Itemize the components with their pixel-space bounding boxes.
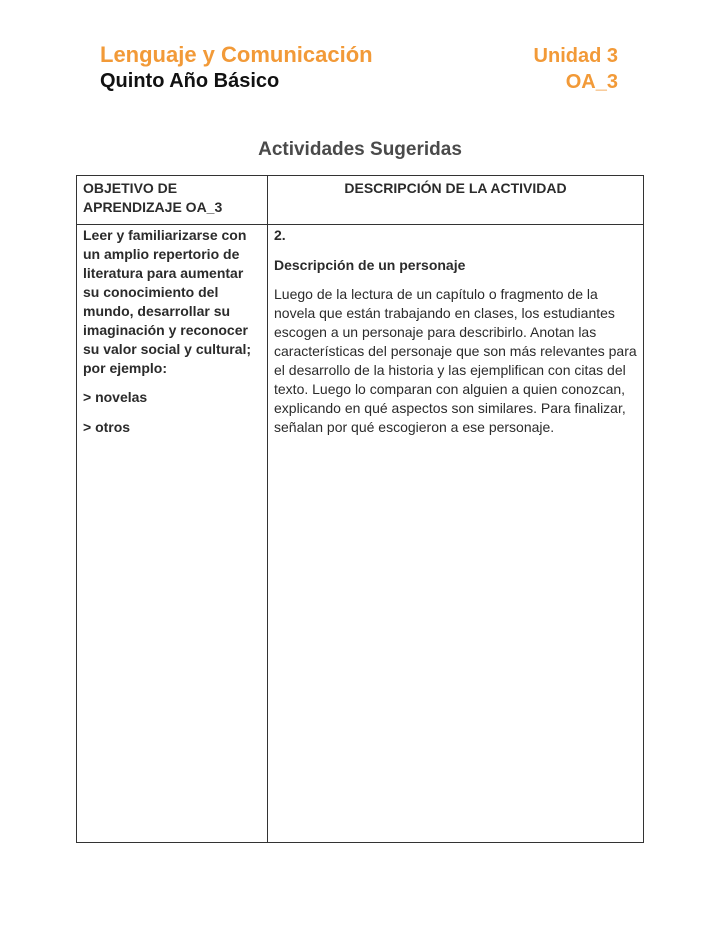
table-body-row bbox=[77, 225, 644, 843]
activity-table bbox=[76, 175, 644, 843]
document-header bbox=[100, 42, 620, 98]
subject-title: Lenguaje y Comunicación bbox=[100, 42, 373, 67]
grade-level: Quinto Año Básico bbox=[100, 70, 280, 92]
description-cell bbox=[268, 225, 644, 843]
description-header: DESCRIPCIÓN DE LA ACTIVIDAD bbox=[268, 176, 644, 225]
unit-label: Unidad 3 bbox=[533, 45, 618, 67]
activity-number: 2. bbox=[274, 227, 286, 243]
section-title: Actividades Sugeridas bbox=[258, 139, 462, 160]
table-header-row bbox=[77, 176, 644, 225]
oa-code-label: OA_3 bbox=[565, 71, 618, 93]
objective-item-novelas: > novelas bbox=[83, 389, 148, 405]
activity-title: Descripción de un personaje bbox=[274, 257, 466, 273]
objective-cell bbox=[77, 225, 268, 843]
objective-text: Leer y familiarizarse con un amplio repertorio de literatura para aumentar su conocimiento del mundo, desarrollar su imaginación y reconocer su valor social y cultural; por ejemplo: bbox=[83, 227, 252, 376]
objective-header: OBJETIVO DE APRENDIZAJE OA_3 bbox=[77, 176, 268, 225]
activity-body: Luego de la lectura de un capítulo o fragmento de la novela que están trabajando en clases, los estudiantes escogen a un personaje para describirlo. Anotan las características del personaje que son más relevantes para el desarrollo de la historia y las ejemplifican con citas del texto. Luego lo comparan con alguien a quien conozcan, explicando en qué aspectos son similares. Para finalizar, señalan por qué escogieron a ese personaje. bbox=[274, 286, 637, 435]
objective-item-otros: > otros bbox=[83, 419, 131, 435]
